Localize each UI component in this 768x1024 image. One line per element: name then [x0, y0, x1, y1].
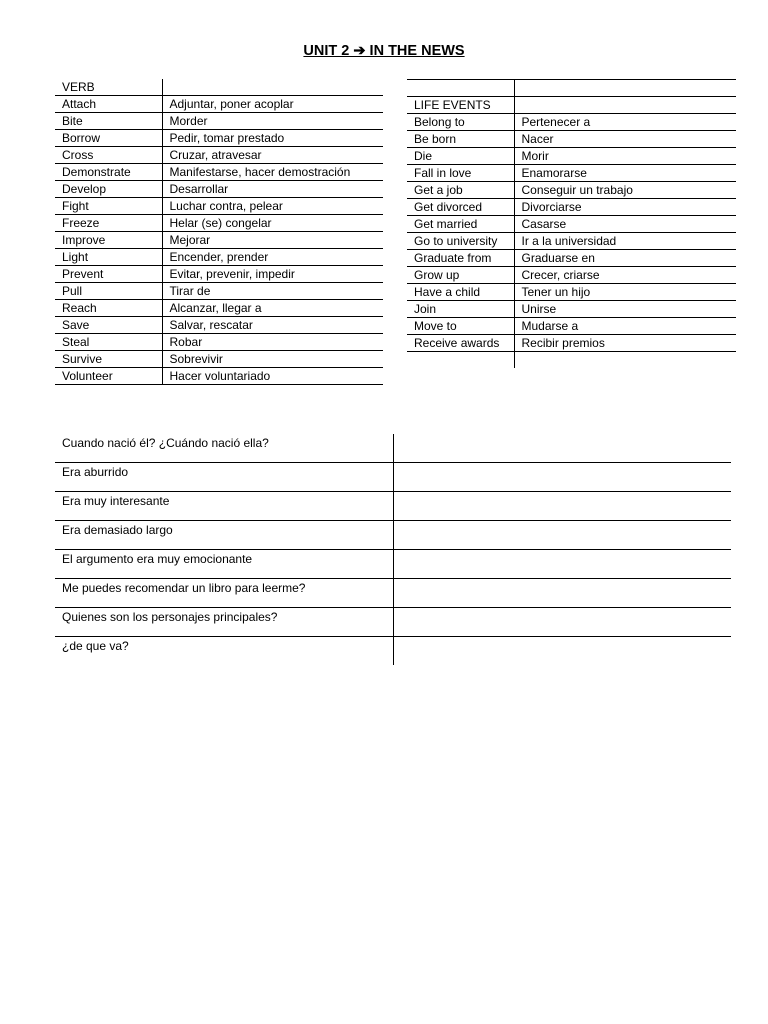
spanish-translation: Casarse [514, 216, 736, 233]
table-row [55, 181, 383, 198]
table-row [407, 267, 736, 284]
table-row [407, 284, 736, 301]
spanish-translation: Salvar, rescatar [162, 317, 383, 334]
table-row [407, 233, 736, 250]
table-row [55, 521, 731, 550]
empty-cell [162, 79, 383, 96]
table-row [55, 434, 731, 463]
english-verb: Bite [55, 113, 162, 130]
table-row [55, 232, 383, 249]
english-phrase: Belong to [407, 114, 514, 131]
verb-header: VERB [55, 79, 162, 96]
table-row [55, 492, 731, 521]
spanish-phrase: Era demasiado largo [55, 521, 393, 550]
table-row [55, 113, 383, 130]
spanish-translation: Mejorar [162, 232, 383, 249]
spanish-translation: Pertenecer a [514, 114, 736, 131]
page-title: UNIT 2 ➔ IN THE NEWS [303, 43, 465, 59]
spanish-phrase: Me puedes recomendar un libro para leerme? [55, 579, 393, 608]
verb-vocabulary-table [55, 79, 383, 385]
english-phrase: Fall in love [407, 165, 514, 182]
english-phrase: Go to university [407, 233, 514, 250]
spanish-translation: Unirse [514, 301, 736, 318]
spanish-translation: Crecer, criarse [514, 267, 736, 284]
spanish-translation: Enamorarse [514, 165, 736, 182]
spanish-translation: Recibir premios [514, 335, 736, 352]
table-row [55, 283, 383, 300]
empty-cell [514, 80, 736, 97]
english-verb: Improve [55, 232, 162, 249]
spanish-phrase: Era muy interesante [55, 492, 393, 521]
english-verb: Save [55, 317, 162, 334]
english-verb: Survive [55, 351, 162, 368]
english-verb: Steal [55, 334, 162, 351]
english-verb: Prevent [55, 266, 162, 283]
table-row [55, 317, 383, 334]
english-verb: Pull [55, 283, 162, 300]
spanish-translation: Divorciarse [514, 199, 736, 216]
english-verb: Light [55, 249, 162, 266]
english-phrase: Move to [407, 318, 514, 335]
spanish-phrase: Quienes son los personajes principales? [55, 608, 393, 637]
table-row [55, 351, 383, 368]
table-row [55, 550, 731, 579]
table-blank-row [407, 352, 736, 369]
english-verb: Fight [55, 198, 162, 215]
table-row [55, 147, 383, 164]
empty-answer-cell [393, 434, 731, 463]
spanish-translation: Tener un hijo [514, 284, 736, 301]
table-blank-row [407, 80, 736, 97]
empty-answer-cell [393, 521, 731, 550]
english-verb: Freeze [55, 215, 162, 232]
phrases-table [55, 434, 731, 665]
spanish-translation: Tirar de [162, 283, 383, 300]
table-row [55, 164, 383, 181]
spanish-translation: Manifestarse, hacer demostración [162, 164, 383, 181]
english-verb: Volunteer [55, 368, 162, 385]
empty-answer-cell [393, 463, 731, 492]
empty-answer-cell [393, 637, 731, 666]
table-row [55, 215, 383, 232]
table-row [55, 130, 383, 147]
english-verb: Reach [55, 300, 162, 317]
empty-answer-cell [393, 608, 731, 637]
english-phrase: Receive awards [407, 335, 514, 352]
table-row [407, 182, 736, 199]
english-phrase: Die [407, 148, 514, 165]
spanish-translation: Morder [162, 113, 383, 130]
spanish-translation: Alcanzar, llegar a [162, 300, 383, 317]
table-row [407, 199, 736, 216]
spanish-translation: Cruzar, atravesar [162, 147, 383, 164]
spanish-translation: Morir [514, 148, 736, 165]
empty-cell [514, 97, 736, 114]
empty-answer-cell [393, 579, 731, 608]
table-row [55, 96, 383, 113]
english-phrase: Join [407, 301, 514, 318]
spanish-translation: Evitar, prevenir, impedir [162, 266, 383, 283]
spanish-phrase: Cuando nació él? ¿Cuándo nació ella? [55, 434, 393, 463]
table-row [55, 334, 383, 351]
spanish-phrase: ¿de que va? [62, 639, 129, 653]
spanish-translation: Mudarse a [514, 318, 736, 335]
table-row [55, 266, 383, 283]
table-row [407, 335, 736, 352]
empty-answer-cell [393, 550, 731, 579]
table-row [407, 250, 736, 267]
table-row [55, 608, 731, 637]
table-header-row [55, 79, 383, 96]
english-verb: Cross [55, 147, 162, 164]
spanish-translation: Desarrollar [162, 181, 383, 198]
english-verb: Attach [55, 96, 162, 113]
spanish-translation: Pedir, tomar prestado [162, 130, 383, 147]
table-row [407, 114, 736, 131]
english-verb: Borrow [55, 130, 162, 147]
english-phrase: Get divorced [407, 199, 514, 216]
english-verb: Develop [55, 181, 162, 198]
spanish-translation: Ir a la universidad [514, 233, 736, 250]
table-row [55, 579, 731, 608]
spanish-phrase: Era aburrido [55, 463, 393, 492]
spanish-translation: Encender, prender [162, 249, 383, 266]
table-row [55, 637, 731, 666]
spanish-translation: Hacer voluntariado [162, 368, 383, 385]
table-row [407, 165, 736, 182]
english-phrase: Grow up [407, 267, 514, 284]
table-row [407, 216, 736, 233]
table-row [407, 318, 736, 335]
spanish-translation: Sobrevivir [162, 351, 383, 368]
english-phrase: Be born [407, 131, 514, 148]
spanish-translation: Adjuntar, poner acoplar [162, 96, 383, 113]
table-row [55, 249, 383, 266]
table-row [407, 131, 736, 148]
table-header-row [407, 97, 736, 114]
empty-cell [407, 352, 514, 369]
english-phrase: Get married [407, 216, 514, 233]
spanish-phrase: El argumento era muy emocionante [55, 550, 393, 579]
empty-cell [514, 352, 736, 369]
spanish-translation: Nacer [514, 131, 736, 148]
english-phrase: Graduate from [407, 250, 514, 267]
spanish-translation: Conseguir un trabajo [514, 182, 736, 199]
life-events-header: LIFE EVENTS [407, 97, 514, 114]
english-phrase: Get a job [407, 182, 514, 199]
table-row [55, 198, 383, 215]
table-row [55, 300, 383, 317]
spanish-translation: Robar [162, 334, 383, 351]
table-row [407, 301, 736, 318]
spanish-translation: Helar (se) congelar [162, 215, 383, 232]
table-row [55, 368, 383, 385]
english-verb: Demonstrate [55, 164, 162, 181]
table-row [407, 148, 736, 165]
empty-answer-cell [393, 492, 731, 521]
life-events-vocabulary-table [407, 79, 736, 368]
table-row [55, 463, 731, 492]
spanish-translation: Luchar contra, pelear [162, 198, 383, 215]
empty-cell [407, 80, 514, 97]
spanish-translation: Graduarse en [514, 250, 736, 267]
english-phrase: Have a child [407, 284, 514, 301]
